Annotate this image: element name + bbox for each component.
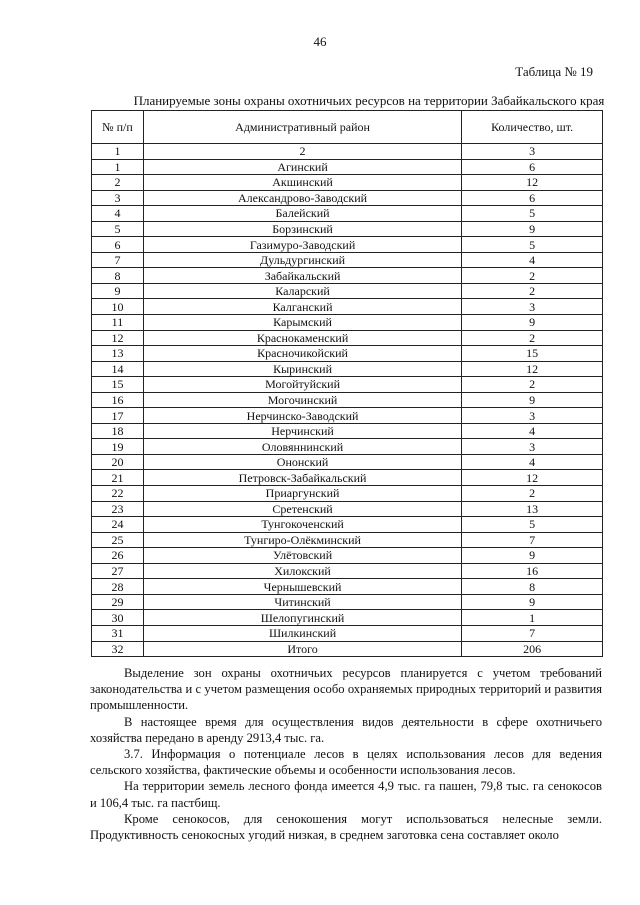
table-row (92, 346, 603, 362)
zone-count: 2 (462, 283, 603, 299)
table-row (92, 206, 603, 222)
table-row (92, 237, 603, 253)
column-number: 1 (92, 144, 144, 160)
row-number: 17 (92, 408, 144, 424)
paragraph: Выделение зон охраны охотничьих ресурсов планируется с учетом требований законодательства и с учетом размещения особо охраняемых природных территорий и развития промышленности. (90, 666, 602, 713)
zone-count: 2 (462, 377, 603, 393)
header-district: Административный район (143, 111, 461, 144)
row-number: 11 (92, 315, 144, 331)
table-title: Планируемые зоны охраны охотничьих ресурсов на территории Забайкальского края (133, 93, 605, 108)
row-number: 21 (92, 470, 144, 486)
district-name: Александрово-Заводский (143, 190, 461, 206)
row-number: 26 (92, 548, 144, 564)
column-number: 2 (143, 144, 461, 160)
district-name: Забайкальский (143, 268, 461, 284)
district-name: Шилкинский (143, 625, 461, 641)
table-row (92, 625, 603, 641)
table-row (92, 221, 603, 237)
table-caption: Таблица № 19 (515, 64, 593, 79)
district-name: Карымский (143, 315, 461, 331)
table-row (92, 486, 603, 502)
table-row (92, 517, 603, 533)
district-name: Красночикойский (143, 346, 461, 362)
table-row (92, 299, 603, 315)
header-count: Количество, шт. (462, 111, 603, 144)
district-name: Газимуро-Заводский (143, 237, 461, 253)
district-name: Оловяннинский (143, 439, 461, 455)
district-name: Дульдургинский (143, 252, 461, 268)
zone-count: 7 (462, 532, 603, 548)
zone-count: 8 (462, 579, 603, 595)
column-number: 3 (462, 144, 603, 160)
district-name: Тунгиро-Олёкминский (143, 532, 461, 548)
zone-count: 1 (462, 610, 603, 626)
zone-count: 15 (462, 346, 603, 362)
row-number: 27 (92, 563, 144, 579)
row-number: 8 (92, 268, 144, 284)
zone-count: 13 (462, 501, 603, 517)
district-name: Шелопугинский (143, 610, 461, 626)
zone-count: 3 (462, 408, 603, 424)
table-row (92, 330, 603, 346)
row-number: 22 (92, 486, 144, 502)
district-name: Чернышевский (143, 579, 461, 595)
paragraph: В настоящее время для осуществления видов деятельности в сфере охотничьего хозяйства передано в аренду 2913,4 тыс. га. (90, 714, 602, 745)
table-row (92, 283, 603, 299)
row-number: 24 (92, 517, 144, 533)
table-row (92, 454, 603, 470)
paragraph: 3.7. Информация о потенциале лесов в целях использования лесов для ведения сельского хозяйства, фактические объемы и особенности использования лесов. (90, 747, 602, 778)
zone-count: 4 (462, 454, 603, 470)
row-number: 20 (92, 454, 144, 470)
column-number-row (92, 144, 603, 160)
row-number: 19 (92, 439, 144, 455)
table-row (92, 423, 603, 439)
table-row (92, 594, 603, 610)
row-number: 15 (92, 377, 144, 393)
district-name: Калганский (143, 299, 461, 315)
table-row (92, 548, 603, 564)
paragraph: На территории земель лесного фонда имеется 4,9 тыс. га пашен, 79,8 тыс. га сенокосов и 106,4 тыс. га пастбищ. (90, 779, 602, 810)
district-name: Улётовский (143, 548, 461, 564)
row-number: 7 (92, 252, 144, 268)
zone-count: 3 (462, 299, 603, 315)
table-row (92, 392, 603, 408)
row-number: 1 (92, 159, 144, 175)
zone-count: 7 (462, 625, 603, 641)
table-row (92, 315, 603, 331)
table-row (92, 190, 603, 206)
page-number: 46 (313, 34, 327, 49)
table-row (92, 252, 603, 268)
table-header-row (92, 111, 603, 144)
row-number: 4 (92, 206, 144, 222)
district-name: Сретенский (143, 501, 461, 517)
district-name: Балейский (143, 206, 461, 222)
zone-count: 206 (462, 641, 603, 657)
body-text (90, 665, 602, 843)
zone-count: 2 (462, 486, 603, 502)
row-number: 2 (92, 175, 144, 191)
row-number: 12 (92, 330, 144, 346)
header-number: № п/п (92, 111, 144, 144)
zone-count: 12 (462, 470, 603, 486)
district-name: Краснокаменский (143, 330, 461, 346)
row-number: 6 (92, 237, 144, 253)
table-row (92, 175, 603, 191)
table-row (92, 361, 603, 377)
zone-count: 3 (462, 439, 603, 455)
zone-count: 12 (462, 175, 603, 191)
zone-count: 16 (462, 563, 603, 579)
row-number: 16 (92, 392, 144, 408)
row-number: 32 (92, 641, 144, 657)
table-row (92, 501, 603, 517)
zone-count: 2 (462, 268, 603, 284)
zone-count: 4 (462, 423, 603, 439)
table-row (92, 610, 603, 626)
zone-count: 9 (462, 548, 603, 564)
table-row (92, 532, 603, 548)
table-row (92, 579, 603, 595)
zone-count: 9 (462, 392, 603, 408)
district-name: Хилокский (143, 563, 461, 579)
district-name: Акшинский (143, 175, 461, 191)
table-row (92, 470, 603, 486)
district-name: Нерчинский (143, 423, 461, 439)
district-name: Петровск-Забайкальский (143, 470, 461, 486)
district-name: Могочинский (143, 392, 461, 408)
district-name: Приаргунский (143, 486, 461, 502)
district-name: Борзинский (143, 221, 461, 237)
district-name: Итого (143, 641, 461, 657)
district-name: Кыринский (143, 361, 461, 377)
row-number: 13 (92, 346, 144, 362)
row-number: 30 (92, 610, 144, 626)
zone-count: 9 (462, 221, 603, 237)
table-row (92, 641, 603, 657)
table-row (92, 377, 603, 393)
district-name: Каларский (143, 283, 461, 299)
zone-count: 5 (462, 517, 603, 533)
table-row (92, 268, 603, 284)
table-row (92, 159, 603, 175)
hunting-zones-table (91, 110, 603, 657)
zone-count: 12 (462, 361, 603, 377)
row-number: 25 (92, 532, 144, 548)
row-number: 28 (92, 579, 144, 595)
row-number: 23 (92, 501, 144, 517)
zone-count: 9 (462, 594, 603, 610)
district-name: Агинский (143, 159, 461, 175)
zone-count: 6 (462, 159, 603, 175)
zone-count: 2 (462, 330, 603, 346)
district-name: Нерчинско-Заводский (143, 408, 461, 424)
zone-count: 5 (462, 206, 603, 222)
table-row (92, 408, 603, 424)
row-number: 31 (92, 625, 144, 641)
zone-count: 4 (462, 252, 603, 268)
row-number: 9 (92, 283, 144, 299)
zone-count: 9 (462, 315, 603, 331)
row-number: 18 (92, 423, 144, 439)
table-row (92, 563, 603, 579)
paragraph: Кроме сенокосов, для сенокошения могут использоваться нелесные земли. Продуктивность сенокосных угодий низкая, в среднем заготовка сена составляет около (90, 811, 602, 843)
district-name: Читинский (143, 594, 461, 610)
row-number: 3 (92, 190, 144, 206)
district-name: Ононский (143, 454, 461, 470)
zone-count: 6 (462, 190, 603, 206)
table-body (92, 159, 603, 657)
row-number: 10 (92, 299, 144, 315)
table-row (92, 439, 603, 455)
row-number: 14 (92, 361, 144, 377)
district-name: Могойтуйский (143, 377, 461, 393)
district-name: Тунгокоченский (143, 517, 461, 533)
zone-count: 5 (462, 237, 603, 253)
row-number: 29 (92, 594, 144, 610)
row-number: 5 (92, 221, 144, 237)
